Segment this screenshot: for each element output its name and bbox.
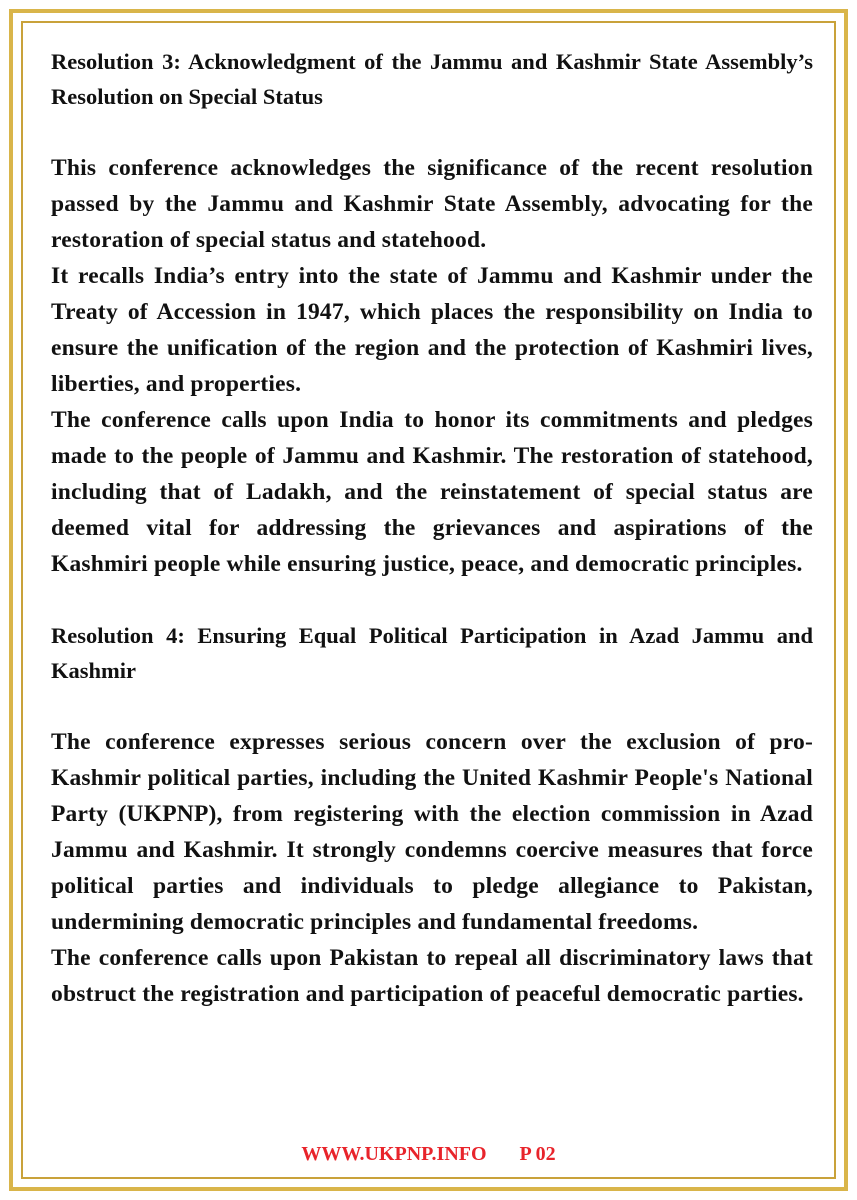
resolution-4-section [51, 618, 813, 1012]
resolution-3-heading: Resolution 3: Acknowledgment of the Jammu and Kashmir State Assembly’s Resolution on Special Status [51, 49, 813, 109]
page-footer [0, 1140, 857, 1168]
resolution-4-paragraph-1: The conference expresses serious concern over the exclusion of pro-Kashmir political parties, including the United Kashmir People's National Party (UKPNP), from registering with the election commission in Azad Jammu and Kashmir. It strongly condemns coercive measures that force political parties and individuals to pledge allegiance to Pakistan, undermining democratic principles and fundamental freedoms. [51, 729, 813, 935]
resolution-4-paragraph-2: The conference calls upon Pakistan to repeal all discriminatory laws that obstruct the registration and participation of peaceful democratic parties. [51, 945, 813, 1007]
footer-website-link[interactable]: WWW.UKPNP.INFO [301, 1143, 487, 1165]
footer-page-number: P 02 [519, 1143, 556, 1165]
spacer [51, 114, 813, 150]
document-body [51, 44, 813, 1012]
resolution-3-paragraph-2: It recalls India’s entry into the state of Jammu and Kashmir under the Treaty of Accession in 1947, which places the responsibility on India to ensure the unification of the region and the protection of Kashmiri lives, liberties, and properties. [51, 263, 813, 397]
resolution-3-section [51, 44, 813, 582]
spacer [51, 688, 813, 724]
resolution-3-paragraph-3: The conference calls upon India to honor its commitments and pledges made to the people of Jammu and Kashmir. The restoration of statehood, including that of Ladakh, and the reinstatement of special status are deemed vital for addressing the grievances and aspirations of the Kashmiri people while ensuring justice, peace, and democratic principles. [51, 407, 813, 577]
resolution-3-paragraph-1: This conference acknowledges the significance of the recent resolution passed by the Jammu and Kashmir State Assembly, advocating for the restoration of special status and statehood. [51, 155, 813, 253]
resolution-4-heading: Resolution 4: Ensuring Equal Political Participation in Azad Jammu and Kashmir [51, 623, 813, 683]
spacer [51, 582, 813, 618]
